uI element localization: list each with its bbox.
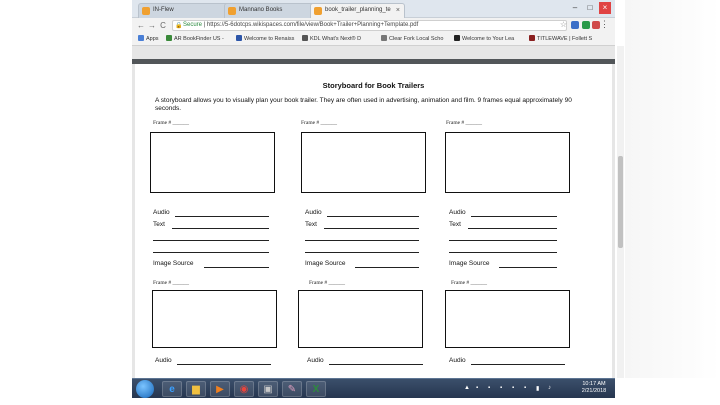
ie-icon[interactable]: e	[162, 381, 182, 397]
tab-label: IN-Flew	[153, 7, 174, 13]
audio-line	[327, 216, 419, 217]
text-label: Text	[153, 221, 165, 228]
audio-line	[471, 216, 557, 217]
excel-icon[interactable]: X	[306, 381, 326, 397]
extension-icon[interactable]	[592, 21, 600, 29]
audio-label: Audio	[153, 209, 170, 216]
chrome-icon[interactable]: ◉	[234, 381, 254, 397]
browser-tab-2[interactable]	[224, 3, 319, 18]
bookmarks-bar	[132, 33, 615, 46]
text-line	[324, 228, 419, 229]
frame-number-label: Frame # ______	[446, 120, 483, 126]
tray-app-icon[interactable]: ▪	[488, 385, 491, 391]
clock-time: 10:17 AM	[582, 381, 606, 387]
paint-icon[interactable]: ✎	[282, 381, 302, 397]
text-line	[449, 252, 557, 253]
lock-icon: 🔒	[175, 23, 183, 29]
tab-bar	[132, 0, 615, 18]
network-icon[interactable]: ▮	[536, 386, 540, 392]
tab-close-icon[interactable]: ×	[395, 7, 400, 14]
apps-icon	[138, 35, 144, 41]
browser-tab-1[interactable]	[138, 3, 233, 18]
tab-favicon-icon	[314, 7, 322, 15]
bookmark-item[interactable]: KDL What's Next® D	[302, 35, 361, 44]
audio-label: Audio	[307, 357, 324, 364]
bookmark-star-icon[interactable]: ☆	[559, 20, 567, 29]
bookmark-icon	[166, 35, 172, 41]
text-line	[468, 228, 557, 229]
volume-icon[interactable]: ♪	[548, 385, 551, 391]
back-button[interactable]: ←	[137, 21, 145, 30]
pdf-page	[135, 64, 612, 378]
audio-line	[175, 216, 269, 217]
image-source-line	[355, 267, 419, 268]
scrollbar-thumb[interactable]	[618, 156, 623, 248]
url-input[interactable]	[172, 20, 567, 31]
text-line	[153, 240, 269, 241]
folder-icon[interactable]: ▆	[186, 381, 206, 397]
extension-icon[interactable]	[582, 21, 590, 29]
system-clock[interactable]	[577, 381, 611, 395]
tray-app-icon[interactable]: ▪	[476, 385, 479, 391]
tray-app-icon[interactable]: ▪	[512, 385, 515, 391]
vertical-scrollbar[interactable]	[617, 46, 624, 378]
frame-number-label: Frame # ______	[301, 120, 338, 126]
text-line	[305, 252, 419, 253]
pdf-viewer[interactable]	[132, 46, 615, 378]
image-source-line	[204, 267, 269, 268]
text-line	[449, 240, 557, 241]
tray-app-icon[interactable]: ▪	[524, 385, 527, 391]
storyboard-frame	[445, 132, 570, 193]
storyboard-frame	[301, 132, 426, 193]
tray-app-icon[interactable]: ▪	[500, 385, 503, 391]
browser-tab-3-active[interactable]	[310, 3, 405, 18]
tab-label: Mannano Books	[239, 7, 283, 13]
bookmark-apps[interactable]: Apps	[138, 35, 159, 44]
forward-button[interactable]: →	[148, 21, 156, 30]
bookmark-item[interactable]: AR BookFinder US -	[166, 35, 224, 44]
storyboard-frame	[152, 290, 277, 348]
storyboard-frame	[150, 132, 275, 193]
bookmark-icon	[381, 35, 387, 41]
start-button[interactable]	[136, 380, 154, 398]
bookmark-icon	[236, 35, 242, 41]
bookmark-icon	[529, 35, 535, 41]
clock-date: 2/21/2018	[581, 388, 607, 394]
image-source-label: Image Source	[449, 260, 490, 267]
background-panel	[625, 0, 720, 378]
text-line	[172, 228, 269, 229]
url-separator: |	[203, 22, 207, 28]
tab-label: book_trailer_planning_te	[325, 7, 391, 13]
tab-favicon-icon	[142, 7, 150, 15]
secure-label: Secure	[183, 22, 203, 28]
bookmark-icon	[302, 35, 308, 41]
minimize-button[interactable]: –	[572, 3, 578, 12]
frame-number-label: Frame # ______	[153, 280, 190, 286]
image-source-line	[499, 267, 557, 268]
bookmark-icon	[454, 35, 460, 41]
bookmark-item[interactable]: Welcome to Renaiss	[236, 35, 294, 44]
audio-label: Audio	[449, 357, 466, 364]
audio-line	[471, 364, 565, 365]
frame-number-label: Frame # ______	[309, 280, 346, 286]
image-source-label: Image Source	[305, 260, 346, 267]
audio-label: Audio	[305, 209, 322, 216]
text-line	[153, 252, 269, 253]
audio-label: Audio	[449, 209, 466, 216]
frame-number-label: Frame # ______	[451, 280, 488, 286]
url-text: https://5-6dotcps.wikispaces.com/file/view/Book+Trailer+Planning+Template.pdf	[206, 22, 419, 28]
bookmark-item[interactable]: Welcome to Your Lea	[454, 35, 514, 44]
menu-icon[interactable]: ⋮	[600, 19, 609, 29]
text-label: Text	[305, 221, 317, 228]
storyboard-frame	[298, 290, 423, 348]
text-line	[305, 240, 419, 241]
image-source-label: Image Source	[153, 260, 194, 267]
maximize-button[interactable]: □	[587, 3, 593, 12]
storyboard-frame	[445, 290, 570, 348]
reload-button[interactable]: C	[160, 21, 166, 30]
text-label: Text	[449, 221, 461, 228]
app-icon[interactable]: ▣	[258, 381, 278, 397]
bookmark-item[interactable]: Clear Fork Local Scho	[381, 35, 443, 44]
tray-arrow-icon[interactable]: ▲	[464, 385, 470, 391]
document-intro: A storyboard allows you to visually plan your book trailer. They are often used in advertising, animation and film. 9 frames equal approximately 90 seconds.	[155, 97, 572, 112]
audio-line	[177, 364, 271, 365]
audio-line	[329, 364, 423, 365]
bookmark-item[interactable]: TITLEWAVE | Follett S	[529, 35, 592, 44]
document-title: Storyboard for Book Trailers	[322, 81, 425, 90]
windows-taskbar	[132, 378, 615, 398]
tab-favicon-icon	[228, 7, 236, 15]
extension-icon[interactable]	[571, 21, 579, 29]
media-player-icon[interactable]: ▶	[210, 381, 230, 397]
frame-number-label: Frame # ______	[153, 120, 190, 126]
address-bar-row	[132, 18, 615, 33]
audio-label: Audio	[155, 357, 172, 364]
close-window-button[interactable]: ×	[599, 2, 611, 14]
